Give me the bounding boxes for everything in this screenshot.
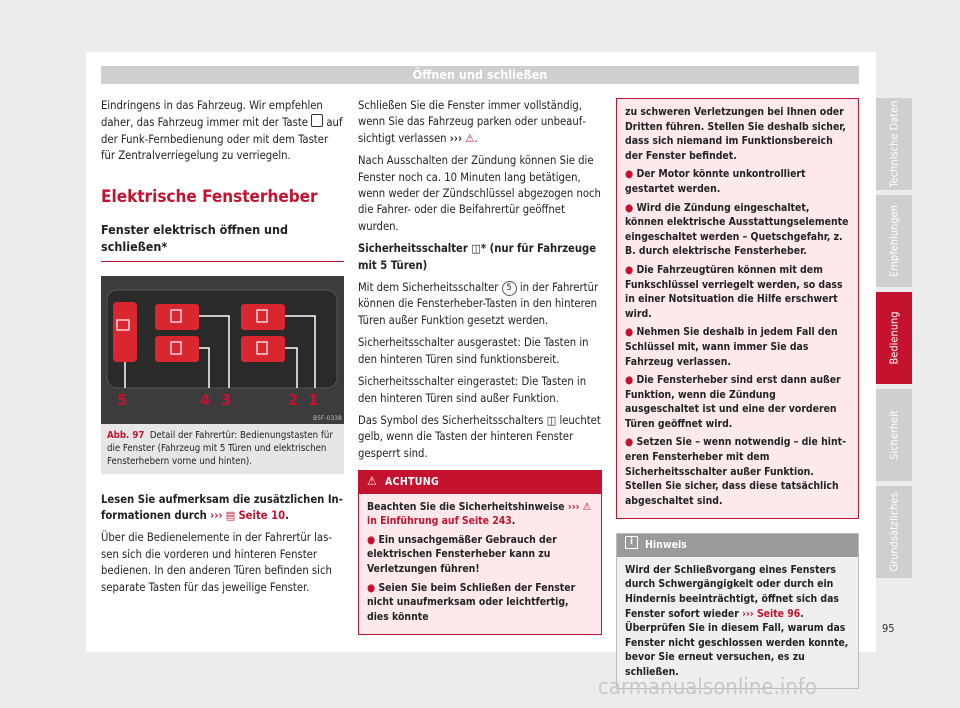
warning-icon: ⚠ <box>582 500 592 513</box>
warning-ref-link[interactable]: in Einführung auf Seite 243 <box>367 515 512 528</box>
warning-item: ● Setzen Sie – wenn notwendig – die hinteren Fensterheber mit dem Sicherheitsschalter außer Funktion. Stellen Sie sicher, dass diese tatsächlich abgeschaltet sind. <box>625 436 846 507</box>
column-2 <box>358 98 602 635</box>
warning-body: zu schweren Verletzungen bei Ihnen oder Dritten führen. Stellen Sie deshalb sicher, dass sich niemand im Funktionsbereich der Fenster befindet. ● Der Motor könnte unkontrolliert gestartet werden. ● Wird die Zündung eingeschaltet, können elektrische Ausstattungselemente eingeschaltet werden – Quetschgefahr, z. B. durch elektrische Fensterheber. ● Die Fahrzeugtüren können mit dem Funkschlüssel verriegelt werden, so dass in einer Notsituation die Hilfe erschwert wird. ● Nehmen Sie deshalb in jedem Fall den Schlüssel mit, wann immer Sie das Fahrzeug verlassen. ● Die Fensterheber sind erst dann außer Funktion, wenn die Zündung ausgeschaltet ist und eine der vorderen Türen geöffnet wird. ● Setzen Sie – wenn notwendig – die hinteren Fensterheber mit dem Sicherheitsschalter außer Funktion. Stellen Sie sicher, dass diese tatsächlich abgeschaltet sind. <box>617 99 858 518</box>
watermark: carmanualsonline.info <box>598 675 817 700</box>
column-1 <box>101 98 344 602</box>
hint-ref-link[interactable]: Seite 96 <box>756 607 801 620</box>
callout-1: 1 <box>308 390 319 409</box>
paragraph-released: Sicherheitsschalter ausgerastet: Die Tasten in den hinteren Türen sind funktionsbereit. <box>358 336 589 366</box>
chapter-tabs <box>876 98 912 583</box>
warning-box <box>358 470 602 635</box>
hint-header: i Hinweis <box>617 534 858 556</box>
figure-code: B5F-0338 <box>313 414 342 422</box>
section-title: Elektrische Fensterheber <box>101 186 318 207</box>
tab-sicherheit[interactable]: Sicherheit <box>876 389 912 481</box>
warning-box-continued <box>616 98 859 519</box>
warning-header: ⚠ ACHTUNG <box>359 471 601 493</box>
body-paragraph: Über die Bedienelemente in der Fahrertür lassen sich die vorderen und hinteren Fenster bedienen. In den anderen Türen befinden sich separate Tasten für das jeweilige Fenster. <box>101 531 332 594</box>
hint-body: Wird der Schließvorgang eines Fensters durch Schwergängigkeit oder durch ein Hindernis beeinträchtigt, öffnet sich das Fenster sofort wieder ››› Seite 96. Überprüfen Sie in diesem Fall, warum das Fenster nicht geschlossen werden konnte, bevor Sie erneut versuchen, es zu schließen. <box>617 557 858 688</box>
callout-5: 5 <box>117 390 128 409</box>
warning-item: ● Die Fensterheber sind erst dann außer Funktion, wenn die Zündung ausgeschaltet ist und eine der vorderen Türen geöffnet wird. <box>625 374 841 430</box>
lock-key-icon <box>311 114 323 127</box>
paragraph-safety-switch: Mit dem Sicherheitsschalter 5 in der Fahrertür können die Fensterheber-Tasten in den hinteren Türen außer Funktion gesetzt werden. <box>358 281 599 327</box>
warning-item: ● Nehmen Sie deshalb in jedem Fall den Schlüssel mit, wann immer Sie das Fahrzeug verlassen. <box>625 326 838 368</box>
hint-box <box>616 533 859 688</box>
column-3 <box>616 98 859 689</box>
warning-item: ● Wird die Zündung eingeschaltet, können elektrische Ausstattungselemente eingeschaltet werden – Quetschgefahr, z. B. durch elektrische Fensterheber. <box>625 201 849 258</box>
info-icon: i <box>625 536 638 549</box>
callout-2: 2 <box>288 390 299 409</box>
page-ref-link[interactable]: Seite 10 <box>238 509 286 523</box>
book-icon: ▤ <box>225 509 236 523</box>
callout-3: 3 <box>221 390 232 409</box>
tab-empfehlungen[interactable]: Empfehlungen <box>876 195 912 287</box>
paragraph-symbol: Das Symbol des Sicherheitsschalters ◫ leuchtet gelb, wenn die Tasten der hinteren Fenster gesperrt sind. <box>358 413 601 460</box>
warning-item: ● Der Motor könnte unkontrolliert gestartet werden. <box>625 168 806 195</box>
warning-icon: ⚠ <box>367 474 377 489</box>
callout-number: 5 <box>502 281 517 296</box>
safety-switch-heading: Sicherheitsschalter ◫* (nur für Fahrzeuge mit 5 Türen) <box>358 242 597 272</box>
tab-technische-daten[interactable]: Technische Daten <box>876 98 912 190</box>
window-lock-icon: ◫ <box>546 413 557 427</box>
paragraph-engaged: Sicherheitsschalter eingerastet: Die Tasten in den hinteren Türen sind außer Funktion. <box>358 375 587 405</box>
page-header: Öffnen und schließen <box>101 66 859 84</box>
intro-paragraph: Eindringens in das Fahrzeug. Wir empfehlen daher, das Fahrzeug immer mit der Taste auf der Funk-Fernbedienung oder mit dem Taster für Zentralverriegelung zu verriegeln. <box>101 99 343 163</box>
figure-caption: Abb. 97 Detail der Fahrertür: Bedienungstasten für die Fenster (Fahrzeug mit 5 Türen und elektrischen Fensterhebern vorne und hinten). <box>101 424 344 474</box>
window-switch-illustration <box>101 276 344 424</box>
paragraph-ignition: Nach Ausschalten der Zündung können Sie die Fenster noch ca. 10 Minuten lang betätigen, wenn weder der Zündschlüssel abgezogen noch die Fahrer- oder die Beifahrertür geöffnet wurden. <box>358 154 601 233</box>
warning-item: ● Seien Sie beim Schließen der Fenster nicht unaufmerksam oder leichtfertig, dies könnte <box>367 581 576 623</box>
page-number: 95 <box>882 622 895 635</box>
lead-paragraph: Lesen Sie aufmerksam die zusätzlichen Informationen durch ››› ▤ Seite 10. <box>101 492 343 523</box>
callout-4: 4 <box>200 390 211 409</box>
warning-icon: ⚠ <box>465 131 475 145</box>
warning-item: ● Die Fahrzeugtüren können mit dem Funkschlüssel verriegelt werden, so dass in einer Notsituation die Hilfe erschwert wird. <box>625 263 843 320</box>
door-switch-figure <box>101 276 344 424</box>
warning-body: Beachten Sie die Sicherheitshinweise ››› ⚠ in Einführung auf Seite 243. ● Ein unsachgemäßer Gebrauch der elektrischen Fensterheber kann zu Verletzungen führen! ● Seien Sie beim Schließen der Fenster nicht unaufmerksam oder leichtfertig, dies könnte <box>359 494 601 635</box>
paragraph-close-windows: Schließen Sie die Fenster immer vollständig, wenn Sie das Fahrzeug parken oder unbeaufsichtigt verlassen ››› ⚠. <box>358 99 586 145</box>
window-lock-icon: ◫ <box>471 242 481 256</box>
tab-grundsaetzliches[interactable]: Grundsätzliches <box>876 486 912 578</box>
subsection-title: Fenster elektrisch öffnen und schließen* <box>101 221 344 262</box>
arrow-ref-icon: ››› <box>210 509 223 523</box>
arrow-ref-icon: ››› <box>449 131 463 145</box>
warning-item: ● Ein unsachgemäßer Gebrauch der elektrischen Fensterheber kann zu Verletzungen führen! <box>367 533 557 575</box>
tab-bedienung[interactable]: Bedienung <box>876 292 912 384</box>
